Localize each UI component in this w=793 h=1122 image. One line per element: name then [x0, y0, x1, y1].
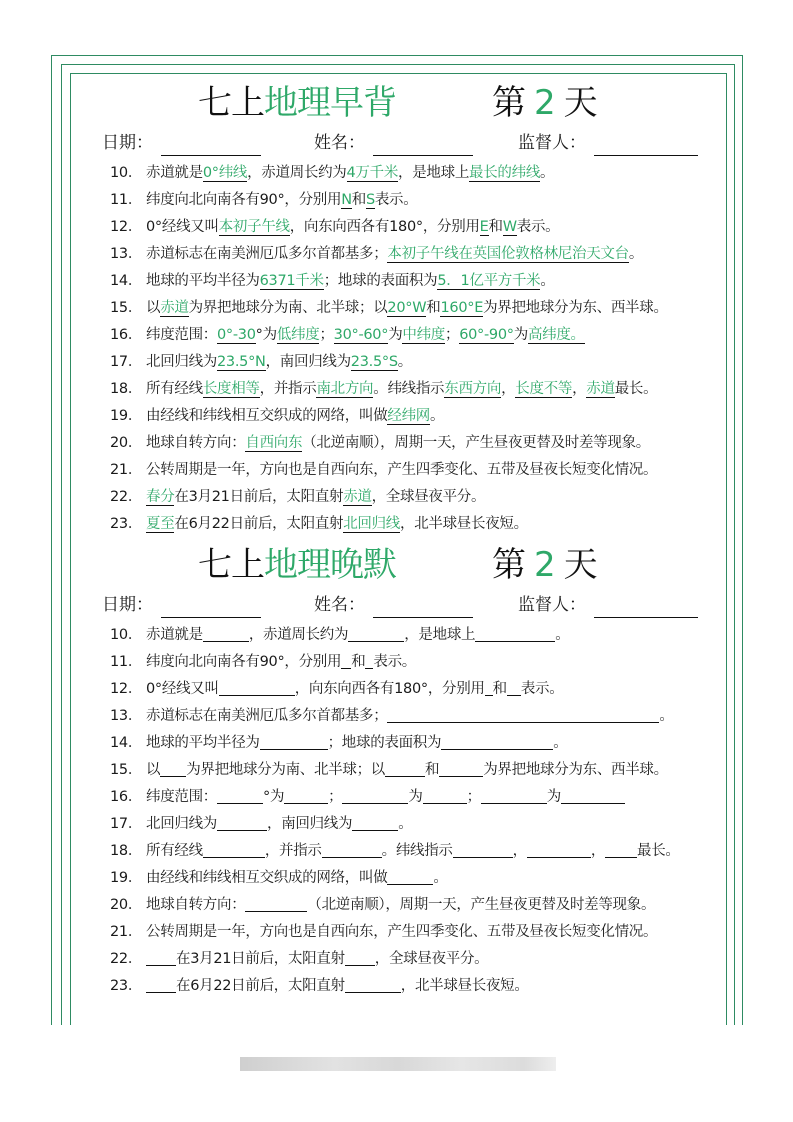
item-text: ，是地球上	[404, 627, 476, 643]
fill-in-blank[interactable]	[507, 679, 521, 696]
question-item	[70, 649, 727, 676]
answer-text: 0°纬线	[202, 165, 248, 181]
item-text: 为界把地球分为南、北半球；以	[188, 300, 388, 316]
fill-in-blank[interactable]	[453, 841, 513, 858]
item-number: 17．	[110, 816, 143, 832]
item-text: ，向东向西各有180°，分别用	[289, 219, 480, 235]
item-text: 和	[351, 192, 366, 208]
item-text: ，是地球上	[398, 165, 470, 181]
question-item	[70, 919, 727, 946]
morning-day-label	[492, 80, 598, 126]
date-field[interactable]	[102, 130, 261, 156]
item-text: 赤道就是	[146, 165, 203, 181]
item-text: 以	[146, 300, 161, 316]
answer-text: 本初子午线	[218, 219, 290, 235]
item-text: 。	[433, 870, 448, 886]
fill-in-blank[interactable]	[481, 787, 547, 804]
question-item	[70, 241, 727, 268]
question-item	[70, 160, 727, 187]
fill-in-blank[interactable]	[561, 787, 625, 804]
date-field[interactable]	[102, 592, 261, 618]
answer-text: 30°-60°	[333, 327, 389, 343]
item-number: 21．	[110, 924, 143, 940]
item-text: 为	[408, 789, 423, 805]
question-item	[70, 703, 727, 730]
question-item	[70, 757, 727, 784]
item-text: ，南回归线为	[265, 354, 351, 370]
title-grade: 七上	[198, 545, 264, 585]
answer-text: 赤道	[586, 381, 615, 397]
fill-in-blank[interactable]	[203, 625, 249, 642]
answer-text: 经纬网	[387, 408, 431, 424]
item-text: ，	[572, 381, 587, 397]
morning-item-list	[70, 160, 727, 538]
item-text: 和	[492, 681, 507, 697]
item-text: 所有经线	[146, 381, 203, 397]
item-text: 在3月21日前后，太阳直射	[176, 951, 345, 967]
question-item	[70, 865, 727, 892]
item-number: 14．	[110, 735, 143, 751]
item-text: ，赤道周长约为	[247, 165, 347, 181]
fill-in-blank[interactable]	[439, 760, 483, 777]
morning-title	[198, 80, 396, 126]
day-suffix: 天	[563, 545, 598, 585]
item-text: 。纬线指示	[381, 843, 453, 859]
answer-text: 60°-90°	[459, 327, 514, 343]
name-label: 姓名：	[314, 595, 365, 615]
fill-in-blank[interactable]	[348, 625, 404, 642]
name-blank[interactable]	[373, 136, 473, 156]
day-prefix: 第	[492, 83, 526, 123]
answer-text: 4万千米	[346, 165, 399, 181]
item-text: ；	[319, 327, 334, 343]
item-number: 13．	[110, 246, 143, 262]
item-text: 。	[659, 708, 674, 724]
fill-in-blank[interactable]	[160, 760, 186, 777]
day-number: 2	[534, 83, 556, 123]
fill-in-blank[interactable]	[146, 976, 176, 993]
item-number: 20．	[110, 435, 143, 451]
item-number: 15．	[110, 762, 143, 778]
question-item	[70, 322, 727, 349]
item-text: 。	[555, 627, 570, 643]
item-text: ；	[445, 327, 460, 343]
answer-text: 6371千米	[259, 273, 324, 289]
item-text: 为	[388, 327, 403, 343]
name-field[interactable]	[314, 592, 473, 618]
item-text: 0°经线又叫	[146, 219, 219, 235]
item-text: 由经线和纬线相互交织成的网络，叫做	[146, 870, 388, 886]
answer-text: 高纬度。	[527, 327, 585, 343]
item-text: 由经线和纬线相互交织成的网络，叫做	[146, 408, 388, 424]
item-number: 14．	[110, 273, 143, 289]
answer-text: 低纬度	[276, 327, 320, 343]
fill-in-blank[interactable]	[146, 949, 176, 966]
item-text: ；地球的表面积为	[327, 735, 442, 751]
question-item	[70, 457, 727, 484]
supervisor-blank[interactable]	[594, 136, 698, 156]
answer-text: 南北方向	[316, 381, 374, 397]
name-field[interactable]	[314, 130, 473, 156]
item-text: 表示。	[373, 654, 417, 670]
item-number: 22．	[110, 951, 143, 967]
item-text: 为界把地球分为东、西半球。	[483, 300, 668, 316]
question-item	[70, 838, 727, 865]
item-text: 最长。	[637, 843, 680, 859]
item-number: 15．	[110, 300, 143, 316]
answer-text: E	[479, 219, 489, 235]
question-item	[70, 430, 727, 457]
item-text: ，赤道周长约为	[248, 627, 349, 643]
item-text: 和	[426, 300, 441, 316]
day-suffix: 天	[563, 83, 598, 123]
answer-text: 本初子午线在英国伦敦格林尼治天文台	[387, 246, 629, 262]
item-text: ，	[590, 843, 606, 859]
name-blank[interactable]	[373, 598, 473, 618]
item-text: 和	[351, 654, 366, 670]
item-text: 纬度范围：	[146, 789, 217, 805]
answer-text: 北回归线	[343, 516, 400, 532]
item-text: 北回归线为	[146, 354, 217, 370]
fill-in-blank[interactable]	[217, 787, 263, 804]
answer-text: 23.5°N	[217, 354, 266, 370]
fill-in-blank[interactable]	[322, 841, 382, 858]
question-item	[70, 892, 727, 919]
item-text: 地球的平均半径为	[146, 735, 260, 751]
answer-text: 0°-30	[217, 327, 256, 343]
evening-title	[198, 542, 396, 588]
item-text: 赤道标志在南美洲厄瓜多尔首都基多；	[146, 708, 388, 724]
item-text: ；	[466, 789, 481, 805]
question-item	[70, 295, 727, 322]
fill-in-blank[interactable]	[219, 679, 295, 696]
fill-in-blank[interactable]	[441, 733, 553, 750]
item-text: 。	[553, 735, 568, 751]
evening-title-row	[70, 540, 727, 592]
day-number: 2	[534, 545, 556, 585]
answer-text: 160°E	[440, 300, 484, 316]
item-text: 。	[628, 246, 644, 262]
item-text: ，北半球昼长夜短。	[400, 516, 528, 532]
item-text: 。	[540, 165, 555, 181]
item-text: 公转周期是一年，方向也是自西向东，产生四季变化、五带及昼夜长短变化情况。	[146, 924, 658, 940]
item-text: ，	[512, 843, 527, 859]
day-prefix: 第	[492, 545, 526, 585]
item-text: 。	[430, 408, 445, 424]
item-number: 12．	[110, 219, 143, 235]
answer-text: 夏至	[146, 516, 175, 532]
item-number: 13．	[110, 708, 143, 724]
item-number: 19．	[110, 408, 143, 424]
answer-text: 中纬度	[402, 327, 445, 343]
question-item	[70, 403, 727, 430]
item-number: 23．	[110, 516, 143, 532]
fill-in-blank[interactable]	[475, 625, 555, 642]
item-text: 纬度向北向南各有90°，分别用	[146, 654, 342, 670]
question-item	[70, 811, 727, 838]
item-number: 10．	[110, 165, 143, 181]
fill-in-blank[interactable]	[387, 706, 659, 723]
supervisor-label: 监督人：	[518, 595, 586, 615]
item-text: 在3月21日前后，太阳直射	[174, 489, 344, 505]
item-text: ，并指示	[264, 843, 322, 859]
date-label: 日期：	[102, 595, 153, 615]
item-text: 。	[397, 354, 412, 370]
morning-title-row	[70, 78, 727, 130]
item-number: 23．	[110, 978, 143, 994]
title-subject: 地理晚默	[264, 545, 396, 585]
answer-text: 赤道	[160, 300, 189, 316]
question-item	[70, 730, 727, 757]
item-number: 10．	[110, 627, 143, 643]
fill-in-blank[interactable]	[260, 733, 328, 750]
answer-text: 长度相等	[202, 381, 260, 397]
answer-text: 最长的纬线	[469, 165, 541, 181]
fill-in-blank[interactable]	[527, 841, 591, 858]
item-text: 北回归线为	[146, 816, 217, 832]
fill-in-blank[interactable]	[341, 652, 351, 669]
answer-text: 自西向东	[245, 435, 303, 451]
question-item	[70, 946, 727, 973]
fill-in-blank[interactable]	[385, 760, 425, 777]
item-number: 18．	[110, 381, 143, 397]
question-item	[70, 268, 727, 295]
question-item	[70, 511, 727, 538]
item-text: 。	[540, 273, 555, 289]
item-number: 19．	[110, 870, 143, 886]
item-text: 表示。	[516, 219, 560, 235]
item-text: 为界把地球分为东、西半球。	[483, 762, 668, 778]
title-subject: 地理早背	[264, 83, 396, 123]
evening-dictation-section	[70, 540, 727, 1000]
morning-recitation-section	[70, 78, 727, 538]
item-text: 和	[425, 762, 440, 778]
item-text: ；地球的表面积为	[323, 273, 438, 289]
question-item	[70, 784, 727, 811]
item-text: ，全球昼夜平分。	[371, 489, 486, 505]
fill-in-blank[interactable]	[423, 787, 467, 804]
item-text: 表示。	[374, 192, 418, 208]
date-blank[interactable]	[161, 136, 261, 156]
fill-in-blank[interactable]	[345, 976, 401, 993]
question-item	[70, 376, 727, 403]
item-text: ，北半球昼长夜短。	[400, 978, 529, 994]
evening-item-list	[70, 622, 727, 1000]
fill-in-blank[interactable]	[284, 787, 328, 804]
item-text: 在6月22日前后，太阳直射	[174, 516, 344, 532]
evening-day-label	[492, 542, 598, 588]
answer-text: S	[365, 192, 375, 208]
item-number: 16．	[110, 789, 143, 805]
answer-text: N	[341, 192, 352, 208]
item-number: 11．	[110, 192, 143, 208]
supervisor-field[interactable]	[518, 592, 698, 618]
supervisor-label: 监督人：	[518, 133, 586, 153]
fill-in-blank[interactable]	[605, 841, 637, 858]
fill-in-blank[interactable]	[485, 679, 493, 696]
question-item	[70, 214, 727, 241]
item-text: ，向东向西各有180°，分别用	[294, 681, 485, 697]
item-number: 21．	[110, 462, 143, 478]
answer-text: W	[502, 219, 517, 235]
blurred-watermark	[240, 1057, 556, 1071]
answer-text: 春分	[146, 489, 175, 505]
answer-text: 赤道	[343, 489, 372, 505]
item-text: 最长。	[614, 381, 658, 397]
item-text: ，	[501, 381, 516, 397]
item-text: 0°经线又叫	[146, 681, 219, 697]
item-number: 12．	[110, 681, 143, 697]
fill-in-blank[interactable]	[245, 895, 307, 912]
answer-text: 东西方向	[444, 381, 502, 397]
question-item	[70, 973, 727, 1000]
item-text: 以	[146, 762, 161, 778]
item-text: ，并指示	[259, 381, 317, 397]
item-text: 地球自转方向：	[146, 435, 246, 451]
item-text: （北逆南顺），周期一天，产生昼夜更替及时差等现象。	[307, 897, 656, 913]
question-item	[70, 676, 727, 703]
evening-info-row	[70, 592, 727, 620]
name-label: 姓名：	[314, 133, 365, 153]
item-text: 为界把地球分为南、北半球；以	[186, 762, 386, 778]
item-text: 为	[546, 789, 561, 805]
answer-text: 20°W	[387, 300, 427, 316]
question-item	[70, 622, 727, 649]
supervisor-blank[interactable]	[594, 598, 698, 618]
question-item	[70, 349, 727, 376]
item-number: 16．	[110, 327, 143, 343]
item-text: 地球自转方向：	[146, 897, 246, 913]
item-text: °为	[255, 327, 277, 343]
question-item	[70, 484, 727, 511]
item-number: 17．	[110, 354, 143, 370]
title-grade: 七上	[198, 83, 264, 123]
fill-in-blank[interactable]	[203, 841, 265, 858]
fill-in-blank[interactable]	[352, 814, 398, 831]
answer-text: 23.5°S	[350, 354, 398, 370]
item-text: ，南回归线为	[267, 816, 353, 832]
item-text: 。纬线指示	[373, 381, 445, 397]
item-number: 18．	[110, 843, 143, 859]
date-label: 日期：	[102, 133, 153, 153]
morning-info-row	[70, 130, 727, 158]
item-text: °为	[263, 789, 285, 805]
item-text: 纬度范围：	[146, 327, 217, 343]
fill-in-blank[interactable]	[387, 868, 433, 885]
item-text: ；	[328, 789, 343, 805]
fill-in-blank[interactable]	[342, 787, 408, 804]
item-text: 纬度向北向南各有90°，分别用	[146, 192, 342, 208]
item-text: 赤道标志在南美洲厄瓜多尔首都基多；	[146, 246, 388, 262]
date-blank[interactable]	[161, 598, 261, 618]
item-number: 22．	[110, 489, 143, 505]
item-text: 所有经线	[146, 843, 203, 859]
answer-text: 长度不等	[515, 381, 573, 397]
fill-in-blank[interactable]	[217, 814, 267, 831]
item-text: ，全球昼夜平分。	[374, 951, 489, 967]
item-text: 和	[488, 219, 503, 235]
item-text: 在6月22日前后，太阳直射	[176, 978, 345, 994]
supervisor-field[interactable]	[518, 130, 698, 156]
item-number: 11．	[110, 654, 143, 670]
item-text: 表示。	[520, 681, 564, 697]
answer-text: 5．1亿平方千米	[437, 273, 541, 289]
item-text: 为	[513, 327, 528, 343]
fill-in-blank[interactable]	[345, 949, 375, 966]
item-text: 公转周期是一年，方向也是自西向东，产生四季变化、五带及昼夜长短变化情况。	[146, 462, 658, 478]
item-text: 赤道就是	[146, 627, 203, 643]
item-text: 地球的平均半径为	[146, 273, 260, 289]
item-number: 20．	[110, 897, 143, 913]
item-text: 。	[398, 816, 413, 832]
question-item	[70, 187, 727, 214]
item-text: （北逆南顺），周期一天，产生昼夜更替及时差等现象。	[302, 435, 650, 451]
